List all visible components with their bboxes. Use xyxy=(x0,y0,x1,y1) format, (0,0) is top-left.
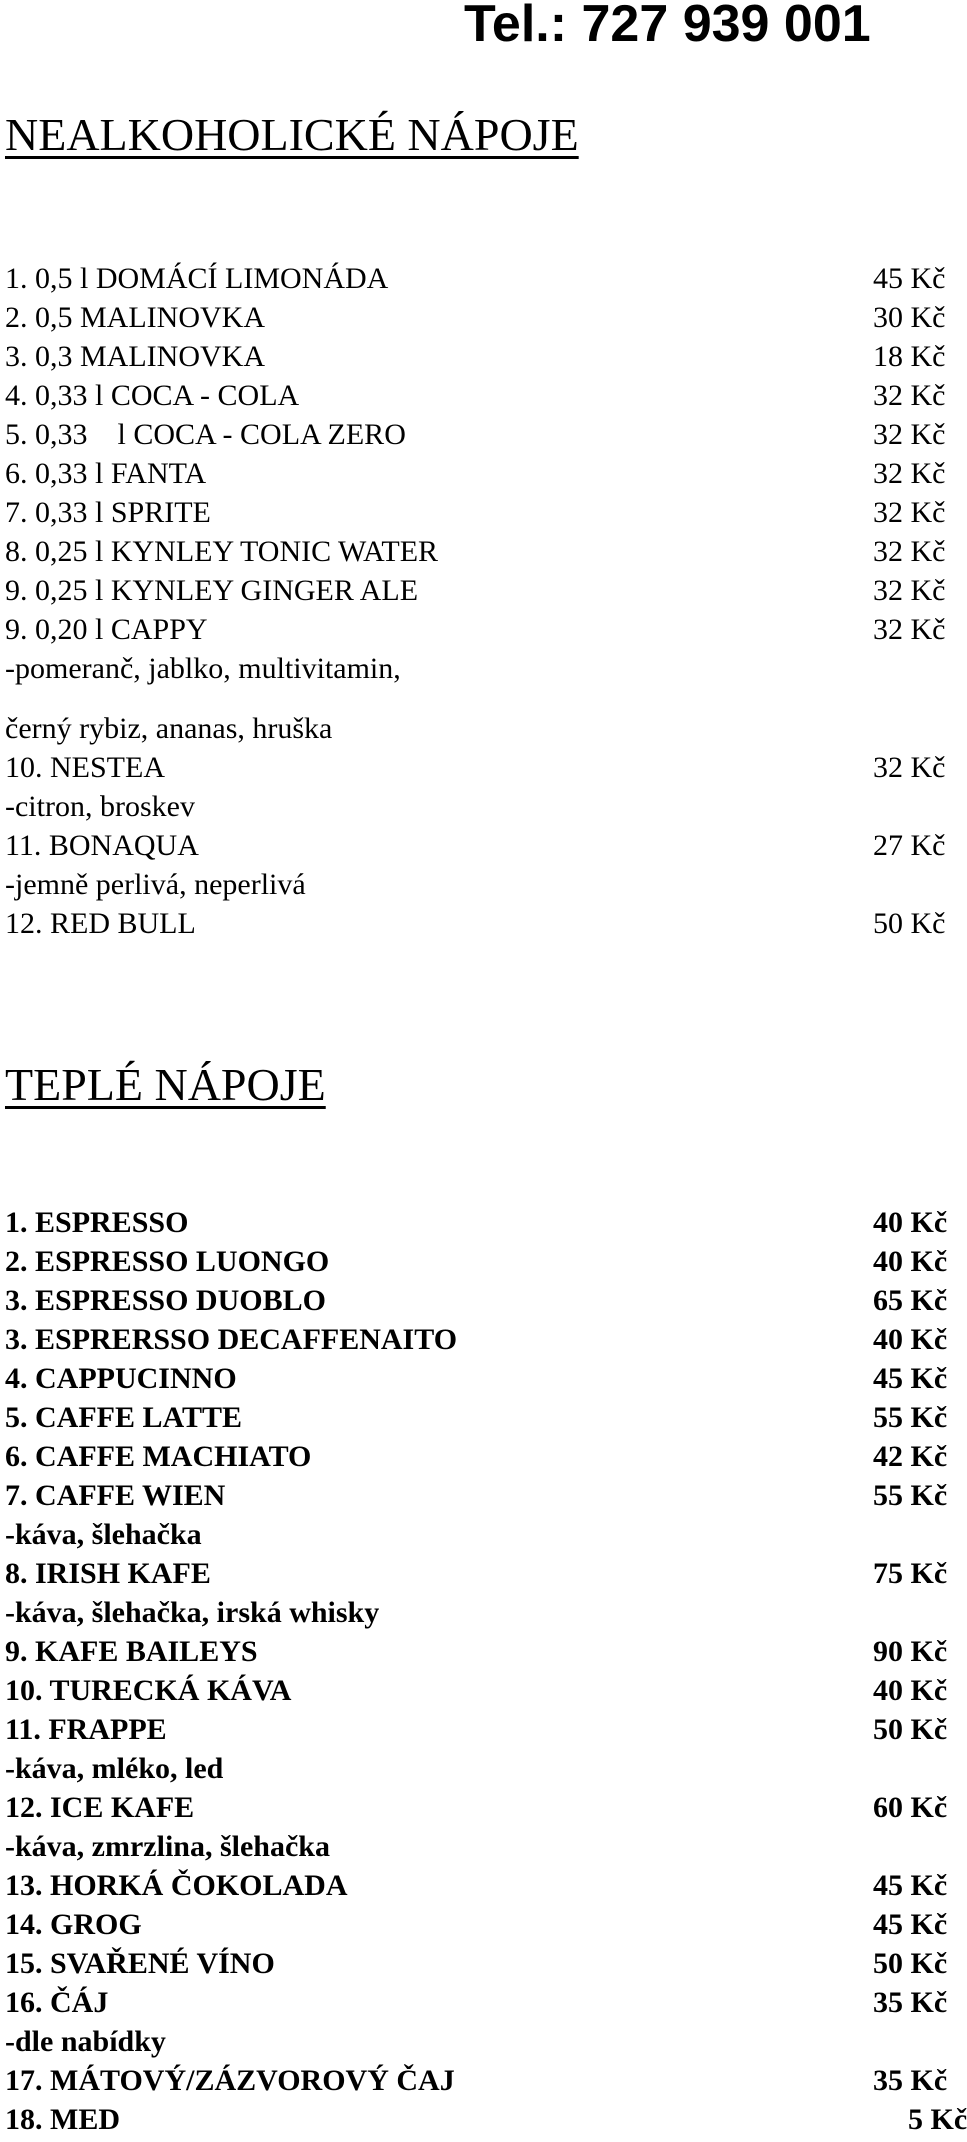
menu-item xyxy=(5,337,956,376)
item-description xyxy=(5,649,956,709)
item-description xyxy=(5,865,956,904)
item-name: -káva, šlehačka, irská whisky xyxy=(5,1596,380,1629)
item-name: 3. ESPRERSSO DECAFFENAITO xyxy=(5,1323,458,1356)
menu-item xyxy=(5,454,956,493)
hot-drinks-list xyxy=(5,1203,967,2139)
item-name: -káva, šlehačka xyxy=(5,1518,202,1551)
item-price: 32 Kč xyxy=(873,613,946,646)
item-name: 1. 0,5 l DOMÁCÍ LIMONÁDA xyxy=(5,262,389,295)
item-price: 32 Kč xyxy=(873,535,946,568)
item-price: 50 Kč xyxy=(873,1713,948,1746)
item-name: 9. 0,20 l CAPPY xyxy=(5,613,208,646)
menu-item xyxy=(5,1359,956,1398)
menu-item xyxy=(5,376,956,415)
item-price: 60 Kč xyxy=(873,1791,948,1824)
item-name: 5. 0,33 l COCA - COLA ZERO xyxy=(5,418,406,451)
item-name: 6. 0,33 l FANTA xyxy=(5,457,207,490)
menu-item xyxy=(5,1866,956,1905)
menu-item xyxy=(5,1398,956,1437)
menu-item xyxy=(5,904,956,943)
item-price: 5 Kč xyxy=(908,2103,967,2136)
item-name: 2. ESPRESSO LUONGO xyxy=(5,1245,330,1278)
item-name: 10. TURECKÁ KÁVA xyxy=(5,1674,292,1707)
item-price: 32 Kč xyxy=(873,418,946,451)
item-price: 32 Kč xyxy=(873,751,946,784)
menu-item xyxy=(5,259,956,298)
item-price: 65 Kč xyxy=(873,1284,948,1317)
item-price: 50 Kč xyxy=(873,1947,948,1980)
item-name: 10. NESTEA xyxy=(5,751,165,784)
item-name: 2. 0,5 MALINOVKA xyxy=(5,301,265,334)
item-name: 4. 0,33 l COCA - COLA xyxy=(5,379,300,412)
cold-drinks-list xyxy=(5,259,956,943)
menu-item xyxy=(5,1242,956,1281)
item-name: 3. 0,3 MALINOVKA xyxy=(5,340,265,373)
item-name: 12. ICE KAFE xyxy=(5,1791,195,1824)
menu-item xyxy=(5,1632,956,1671)
item-name: -citron, broskev xyxy=(5,790,195,823)
item-price: 18 Kč xyxy=(873,340,946,373)
menu-item xyxy=(5,610,956,649)
item-price: 40 Kč xyxy=(873,1206,948,1239)
item-description xyxy=(5,1827,956,1866)
item-price: 35 Kč xyxy=(873,1986,948,2019)
item-name: 8. IRISH KAFE xyxy=(5,1557,211,1590)
item-price: 32 Kč xyxy=(873,457,946,490)
menu-item xyxy=(5,1203,956,1242)
menu-item xyxy=(5,2100,967,2139)
menu-item xyxy=(5,1476,956,1515)
menu-item xyxy=(5,1983,956,2022)
item-description xyxy=(5,787,956,826)
item-price: 32 Kč xyxy=(873,574,946,607)
item-price: 30 Kč xyxy=(873,301,946,334)
menu-item xyxy=(5,826,956,865)
item-price: 75 Kč xyxy=(873,1557,948,1590)
item-price: 45 Kč xyxy=(873,1869,948,1902)
item-price: 45 Kč xyxy=(873,1908,948,1941)
menu-item xyxy=(5,1710,956,1749)
item-name: 8. 0,25 l KYNLEY TONIC WATER xyxy=(5,535,439,568)
item-price: 55 Kč xyxy=(873,1401,948,1434)
menu-item xyxy=(5,1437,956,1476)
item-name: -dle nabídky xyxy=(5,2025,166,2058)
menu-item xyxy=(5,493,956,532)
item-name: 3. ESPRESSO DUOBLO xyxy=(5,1284,326,1317)
item-name: 18. MED xyxy=(5,2103,120,2136)
menu-item xyxy=(5,1788,956,1827)
menu-item xyxy=(5,1320,956,1359)
menu-item xyxy=(5,2061,956,2100)
item-price: 40 Kč xyxy=(873,1674,948,1707)
item-name: černý rybiz, ananas, hruška xyxy=(5,712,333,745)
item-name: 16. ČÁJ xyxy=(5,1986,109,2019)
item-price: 32 Kč xyxy=(873,496,946,529)
menu-item xyxy=(5,1944,956,1983)
item-price: 40 Kč xyxy=(873,1323,948,1356)
item-name: 7. CAFFE WIEN xyxy=(5,1479,226,1512)
item-price: 45 Kč xyxy=(873,262,946,295)
item-name: 5. CAFFE LATTE xyxy=(5,1401,242,1434)
item-name: 11. BONAQUA xyxy=(5,829,199,862)
item-name: 11. FRAPPE xyxy=(5,1713,167,1746)
item-description xyxy=(5,2022,956,2061)
section-title-cold-drinks: NEALKOHOLICKÉ NÁPOJE xyxy=(5,109,579,160)
item-price: 32 Kč xyxy=(873,379,946,412)
item-name: 15. SVAŘENÉ VÍNO xyxy=(5,1947,275,1980)
menu-item xyxy=(5,415,956,454)
menu-item xyxy=(5,1905,956,1944)
menu-item xyxy=(5,748,956,787)
item-description xyxy=(5,1749,956,1788)
item-name: -jemně perlivá, neperlivá xyxy=(5,868,306,901)
section-title-hot-drinks: TEPLÉ NÁPOJE xyxy=(5,1059,326,1110)
item-name: 4. CAPPUCINNO xyxy=(5,1362,237,1395)
item-price: 35 Kč xyxy=(873,2064,948,2097)
item-name: 13. HORKÁ ČOKOLADA xyxy=(5,1869,348,1902)
menu-item xyxy=(5,571,956,610)
item-name: -káva, zmrzlina, šlehačka xyxy=(5,1830,330,1863)
item-name: 7. 0,33 l SPRITE xyxy=(5,496,211,529)
menu-item xyxy=(5,1671,956,1710)
item-name: 14. GROG xyxy=(5,1908,142,1941)
item-name: -pomeranč, jablko, multivitamin, xyxy=(5,652,401,685)
item-price: 50 Kč xyxy=(873,907,946,940)
phone-number: Tel.: 727 939 001 xyxy=(464,0,871,53)
item-name: 9. KAFE BAILEYS xyxy=(5,1635,258,1668)
menu-item xyxy=(5,532,956,571)
item-name: 12. RED BULL xyxy=(5,907,196,940)
item-name: 17. MÁTOVÝ/ZÁZVOROVÝ ČAJ xyxy=(5,2064,455,2097)
item-name: -káva, mléko, led xyxy=(5,1752,224,1785)
item-price: 55 Kč xyxy=(873,1479,948,1512)
item-name: 1. ESPRESSO xyxy=(5,1206,189,1239)
menu-item xyxy=(5,298,956,337)
item-price: 42 Kč xyxy=(873,1440,948,1473)
menu-item xyxy=(5,1554,956,1593)
item-description xyxy=(5,709,956,748)
item-name: 9. 0,25 l KYNLEY GINGER ALE xyxy=(5,574,419,607)
item-price: 45 Kč xyxy=(873,1362,948,1395)
item-price: 40 Kč xyxy=(873,1245,948,1278)
item-name: 6. CAFFE MACHIATO xyxy=(5,1440,312,1473)
item-description xyxy=(5,1515,956,1554)
item-price: 27 Kč xyxy=(873,829,946,862)
item-price: 90 Kč xyxy=(873,1635,948,1668)
menu-item xyxy=(5,1281,956,1320)
item-description xyxy=(5,1593,956,1632)
